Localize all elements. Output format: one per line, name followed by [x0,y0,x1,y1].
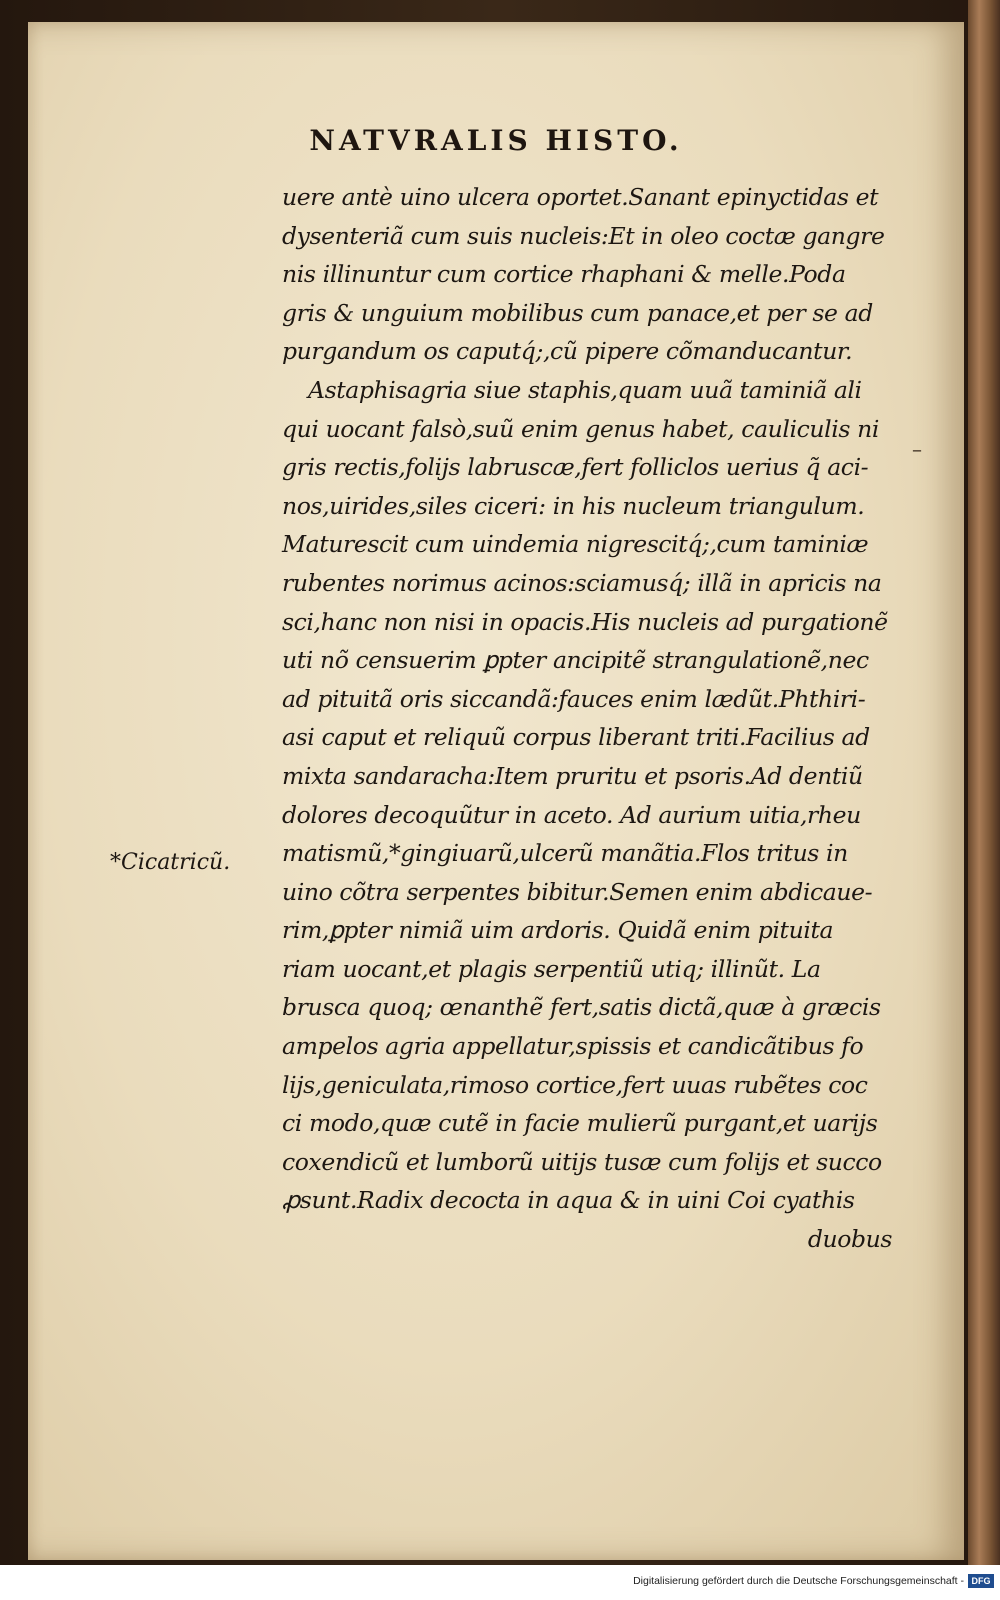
text-line: uino cõtra serpentes bibitur.Semen enim abdicaue- [282,877,873,906]
text-line: rubentes norimus acinos:sciamusq́; illã in apricis na [282,568,882,597]
margin-dash: – [912,437,922,461]
text-line: nis illinuntur cum cortice rhaphani & melle.Poda [282,260,846,289]
text-line: ꝓsunt.Radix decocta in aqua & in uini Coi cyathis [282,1186,855,1215]
text-line: asi caput et reliquũ corpus liberant triti.Facilius ad [282,723,870,752]
text-line: gris rectis,folijs labruscæ,fert folliclos uerius q̃ aci- [282,453,869,482]
footer-credit: Digitalisierung gefördert durch die Deutsche Forschungsgemeinschaft - [633,1575,964,1587]
text-line: sci,hanc non nisi in opacis.His nucleis ad purgationẽ [282,607,888,636]
book-page [28,22,964,1560]
text-line: mixta sandaracha:Item pruritu et psoris.Ad dentiũ [282,761,863,790]
book-binding-edge [968,0,1000,1565]
text-line: dysenteriã cum suis nucleis:Et in oleo coctæ gangre [282,221,885,250]
text-line: uere antè uino ulcera oportet.Sanant epinyctidas et [282,183,879,211]
text-line: uti nõ censuerim ꝑpter ancipitẽ strangulationẽ,nec [282,646,869,675]
running-head: NATVRALIS HISTO. [309,124,683,157]
text-line: matismũ,*gingiuarũ,ulcerũ manãtia.Flos tritus in [282,839,848,868]
text-line: coxendicũ et lumborũ uitijs tusæ cum folijs et succo [282,1147,882,1176]
margin-note: *Cicatricũ. [110,850,231,875]
text-line: ampelos agria appellatur,spissis et candicãtibus fo [282,1032,864,1061]
text-line: qui uocant falsò,suũ enim genus habet, cauliculis ni [282,414,879,443]
footer-bar [0,1565,1000,1600]
text-line: nos,uirides,siles ciceri: in his nucleum triangulum. [282,491,865,520]
text-line: gris & unguium mobilibus cum panace,et per se ad [282,298,873,327]
dfg-logo: DFG [968,1574,994,1588]
text-line: ci modo,quæ cutẽ in facie mulierũ purgant,et uarijs [282,1109,878,1138]
catchword: duobus [807,1225,892,1254]
text-line: lijs,geniculata,rimoso cortice,fert uuas rubẽtes coc [282,1070,868,1099]
text-line: rim,ꝑpter nimiã uim ardoris. Quidã enim pituita [282,916,834,945]
text-line: brusca quoq; œnanthẽ fert,satis dictã,quæ à græcis [282,993,881,1022]
text-line: Maturescit cum uindemia nigrescitq́;,cum taminiæ [282,530,869,559]
body-text [282,178,912,1259]
text-line: dolores decoquũtur in aceto. Ad aurium uitia,rheu [282,800,861,829]
text-line: ad pituitã oris siccandã:fauces enim lædũt.Phthiri- [282,684,866,713]
text-line: Astaphisagria siue staphis,quam uuã taminiã ali [308,375,862,404]
text-line: purgandum os caputq́;,cũ pipere cõmanducantur. [282,337,853,366]
text-line: riam uocant,et plagis serpentiũ utiq; illinũt. La [282,954,821,983]
